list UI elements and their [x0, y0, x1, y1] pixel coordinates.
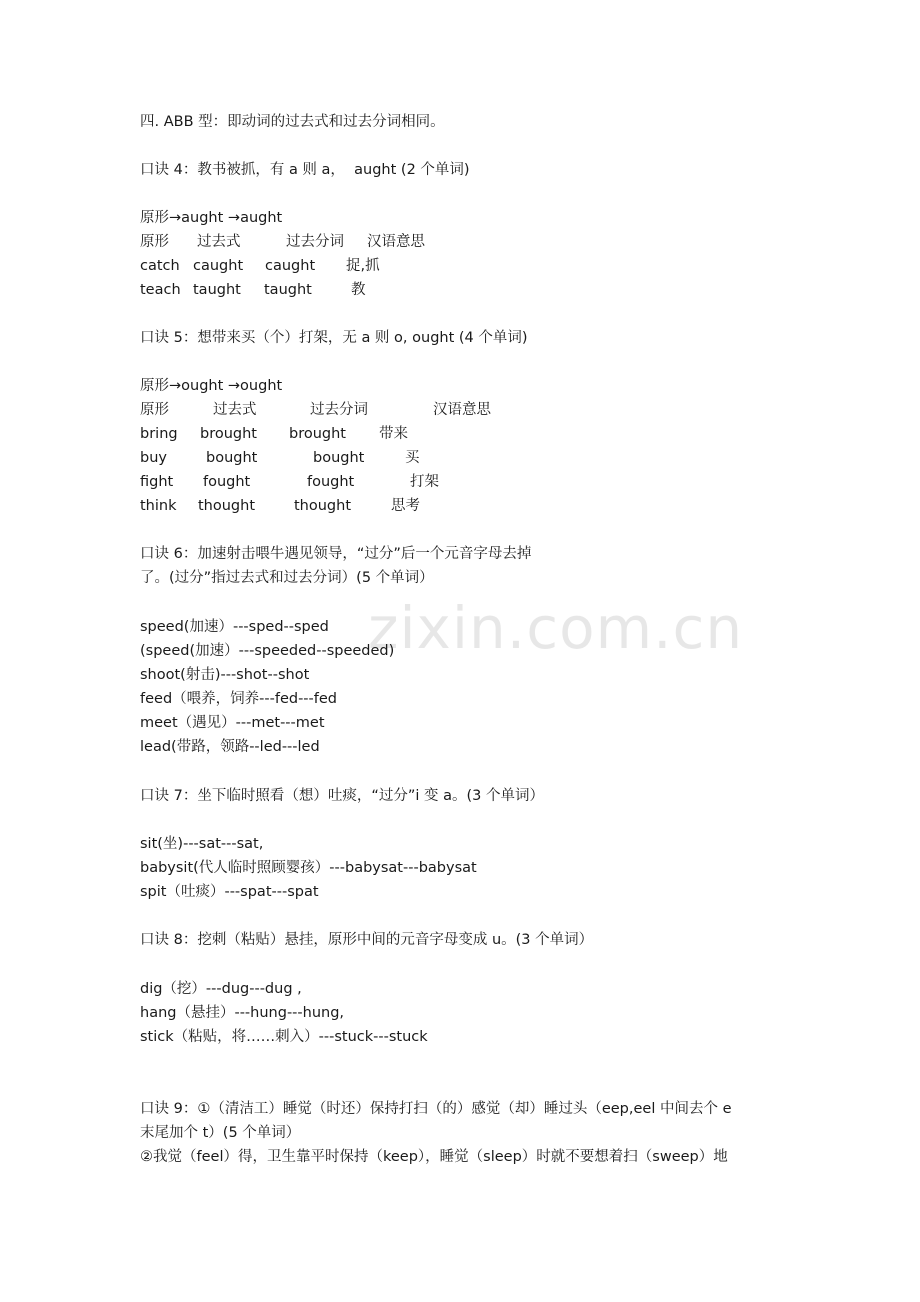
rule5-pattern: 原形→ought →ought [140, 378, 283, 394]
rule5-title: 口诀 5：想带来买（个）打架，无 a 则 o, ought (4 个单词) [140, 330, 528, 346]
rule9-line2: 末尾加个 t）(5 个单词） [140, 1125, 301, 1141]
list-item: sit(坐)---sat---sat, [140, 836, 264, 852]
list-item: meet（遇见）---met---met [140, 715, 325, 731]
section-heading: 四. ABB 型：即动词的过去式和过去分词相同。 [140, 114, 445, 130]
rule9-line1: 口诀 9：①（清洁工）睡觉（时还）保持打扫（的）感觉（却）睡过头（eep,eel 中间去个 e [140, 1101, 732, 1117]
col-meaning: 汉语意思 [367, 234, 425, 250]
rule6-title-line2: 了。(过分”指过去式和过去分词）(5 个单词） [140, 570, 434, 586]
watermark: zixin.com.cn [368, 594, 744, 662]
rule9-line3: ②我觉（feel）得，卫生靠平时保持（keep），睡觉（sleep）时就不要想着扫（sweep）地 [140, 1149, 728, 1165]
col-past: 过去式 [197, 234, 241, 250]
rule8-title: 口诀 8：挖刺（粘贴）悬挂，原形中间的元音字母变成 u。(3 个单词） [140, 932, 594, 948]
list-item: speed(加速）---sped--sped [140, 619, 329, 635]
list-item: babysit(代人临时照顾婴孩）---babysat---babysat [140, 860, 477, 876]
list-item: lead(带路，领路--led---led [140, 739, 320, 755]
list-item: hang（悬挂）---hung---hung, [140, 1005, 345, 1021]
col-base: 原形 [140, 234, 169, 250]
list-item: (speed(加速）---speeded--speeded) [140, 643, 395, 659]
list-item: feed（喂养，饲养---fed---fed [140, 691, 338, 707]
rule4-pattern: 原形→aught →aught [140, 210, 283, 226]
rule7-title: 口诀 7：坐下临时照看（想）吐痰，“过分”i 变 a。(3 个单词） [140, 788, 544, 804]
list-item: stick（粘贴，将……刺入）---stuck---stuck [140, 1029, 428, 1045]
col-past: 过去式 [213, 402, 257, 418]
list-item: shoot(射击)---shot--shot [140, 667, 310, 683]
col-meaning: 汉语意思 [433, 402, 491, 418]
col-participle: 过去分词 [286, 234, 344, 250]
rule4-title: 口诀 4：教书被抓，有 a 则 a， aught (2 个单词) [140, 162, 470, 178]
list-item: dig（挖）---dug---dug , [140, 981, 302, 997]
rule6-title-line1: 口诀 6：加速射击喂牛遇见领导，“过分”后一个元音字母去掉 [140, 546, 532, 562]
list-item: spit（吐痰）---spat---spat [140, 884, 319, 900]
col-participle: 过去分词 [310, 402, 368, 418]
col-base: 原形 [140, 402, 169, 418]
